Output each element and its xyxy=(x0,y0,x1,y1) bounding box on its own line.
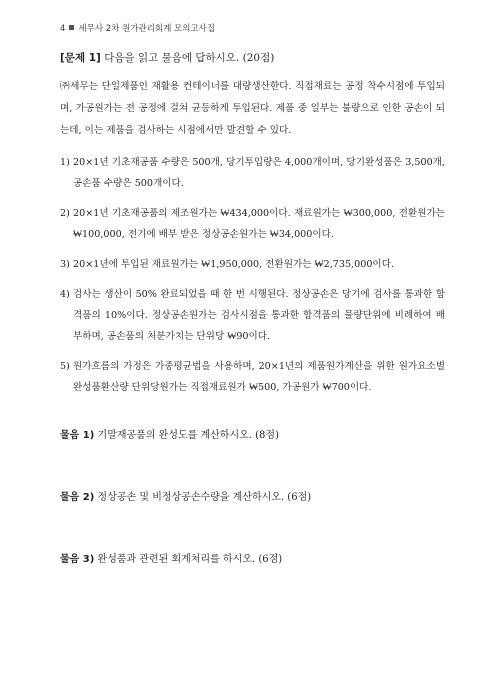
question-3 xyxy=(60,552,445,568)
question-text: 완성품과 관련된 회계처리를 하시오. (6점) xyxy=(97,554,283,565)
condition-text: 원가흐름의 가정은 가중평균법을 사용하며, 20×1년의 제품원가계산을 위한 원가요소별 완성품환산량 단위당원가는 직접재료원가 ₩500, 가공원가 ₩700이다. xyxy=(73,361,445,393)
question-list xyxy=(60,428,445,568)
question-label: 물음 2) xyxy=(60,492,95,503)
page-number: 4 xyxy=(60,24,66,34)
problem-heading xyxy=(60,50,445,66)
condition-text: 검사는 생산이 50% 완료되었을 때 한 번 시행된다. 정상공손은 당기에 검사를 통과한 합격품의 10%이다. 정상공손원가는 검사시점을 통과한 합격품의 물량단위에 비례하여 배부하며, 공손품의 처분가치는 단위당 ₩90이다. xyxy=(73,289,445,342)
question-2 xyxy=(60,490,445,506)
running-head xyxy=(60,22,215,34)
question-text: 정상공손 및 비정상공손수량을 계산하시오. (6점) xyxy=(97,492,312,503)
book-title: 세무사 2차 원가관리회계 모의고사집 xyxy=(78,24,216,34)
condition-text: 20×1년 기초재공품의 제조원가는 ₩434,000이다. 재료원가는 ₩300,000, 전환원가는 ₩100,000, 전기에 배부 받은 정상공손원가는 ₩34,000이다. xyxy=(73,208,445,240)
condition-list xyxy=(60,152,445,398)
page-content xyxy=(60,50,445,614)
condition-item xyxy=(60,152,445,194)
condition-item xyxy=(60,254,445,275)
problem-intro: ㈜세무는 단일제품인 재활용 컨테이너를 대량생산한다. 직접재료는 공정 착수시점에 투입되며, 가공원가는 전 공정에 걸쳐 균등하게 투입된다. 제품 중 일부는 불량으로 인한 공손이 되는데, 이는 제품을 검사하는 시점에서만 발견할 수 있다. xyxy=(60,81,445,136)
condition-number: 4) xyxy=(60,289,70,300)
condition-number: 2) xyxy=(60,208,70,219)
question-label: 물음 3) xyxy=(60,554,95,565)
condition-item xyxy=(60,356,445,398)
question-label: 물음 1) xyxy=(60,430,95,441)
condition-number: 5) xyxy=(60,361,70,372)
problem-instruction: 다음을 읽고 물음에 답하시오. (20점) xyxy=(104,52,275,64)
square-bullet-icon xyxy=(69,25,74,30)
condition-item xyxy=(60,203,445,245)
problem-label: [문제 1] xyxy=(60,52,101,64)
condition-text: 20×1년 기초재공품 수량은 500개, 당기투입량은 4,000개이며, 당기완성품은 3,500개, 공손품 수량은 500개이다. xyxy=(73,157,445,189)
condition-text: 20×1년에 투입된 재료원가는 ₩1,950,000, 전환원가는 ₩2,735,000이다. xyxy=(73,259,395,270)
question-1 xyxy=(60,428,445,444)
condition-number: 3) xyxy=(60,259,70,270)
question-text: 기말재공품의 완성도를 계산하시오. (8점) xyxy=(97,430,279,441)
condition-item xyxy=(60,284,445,347)
condition-number: 1) xyxy=(60,157,70,168)
